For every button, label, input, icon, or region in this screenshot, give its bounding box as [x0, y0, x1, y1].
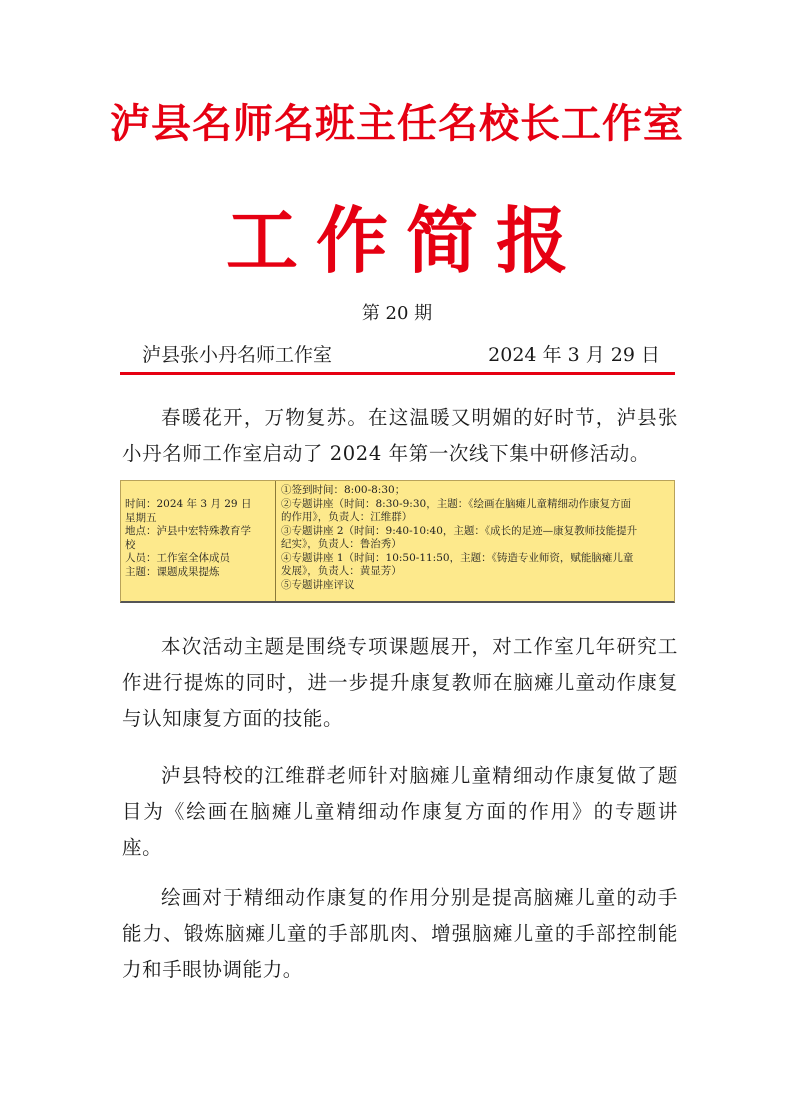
schedule-table: [120, 480, 675, 603]
schedule-info-line: 校: [125, 538, 136, 551]
issue-date: 2024 年 3 月 29 日: [488, 344, 660, 366]
agenda-line: ⑤专题讲座评议: [281, 578, 355, 591]
schedule-info-line: 星期五: [125, 511, 157, 524]
main-title: 工作简报: [225, 198, 586, 283]
org-title: 泸县名师名班主任名校长工作室: [110, 100, 684, 147]
red-divider: [120, 372, 675, 375]
schedule-agenda-cell: [276, 481, 674, 601]
schedule-info-line: 时间：2024 年 3 月 29 日: [125, 498, 252, 510]
agenda-line: ②专题讲座（时间：8:30-9:30，主题：《绘画在脑瘫儿童精细动作康复方面: [281, 497, 631, 510]
meta-row: [122, 340, 674, 368]
body-paragraph: 绘画对于精细动作康复的作用分别是提高脑瘫儿童的动手能力、锻炼脑瘫儿童的手部肌肉、增强脑瘫儿童的手部控制能力和手眼协调能力。: [122, 886, 678, 981]
agenda-line: 纪实》，负责人：鲁治秀）: [281, 538, 402, 550]
schedule-info-line: 地点：泸县中宏特殊教育学: [125, 525, 251, 537]
agenda-line: ④专题讲座 1（时间：10:50-11:50，主题：《铸造专业师资，赋能脑瘫儿童: [281, 551, 634, 564]
studio-name: 泸县张小丹名师工作室: [142, 344, 333, 366]
body-paragraph: 本次活动主题是围绕专项课题展开，对工作室几年研究工作进行提炼的同时，进一步提升康复教师在脑瘫儿童动作康复与认知康复方面的技能。: [122, 635, 678, 730]
body-paragraph: 泸县特校的江维群老师针对脑瘫儿童精细动作康复做了题目为《绘画在脑瘫儿童精细动作康复方面的作用》的专题讲座。: [122, 764, 678, 859]
schedule-info-line: 主题：课题成果提炼: [125, 565, 220, 578]
agenda-line: ①签到时间：8:00-8:30；: [281, 484, 406, 496]
agenda-line: ③专题讲座 2（时间：9:40-10:40，主题：《成长的足迹—康复教师技能提升: [281, 524, 638, 537]
agenda-line: 的作用》，负责人：江维群）: [281, 511, 413, 523]
agenda-line: 发展》，负责人：黄显芳）: [281, 565, 402, 577]
intro-paragraph: 春暖花开，万物复苏。在这温暖又明媚的好时节，泸县张小丹名师工作室启动了 2024 年第一次线下集中研修活动。: [122, 406, 678, 465]
issue-number: 第 20 期: [361, 303, 433, 324]
schedule-info-cell: [121, 481, 276, 601]
schedule-info-line: 人员：工作室全体成员: [125, 552, 230, 564]
